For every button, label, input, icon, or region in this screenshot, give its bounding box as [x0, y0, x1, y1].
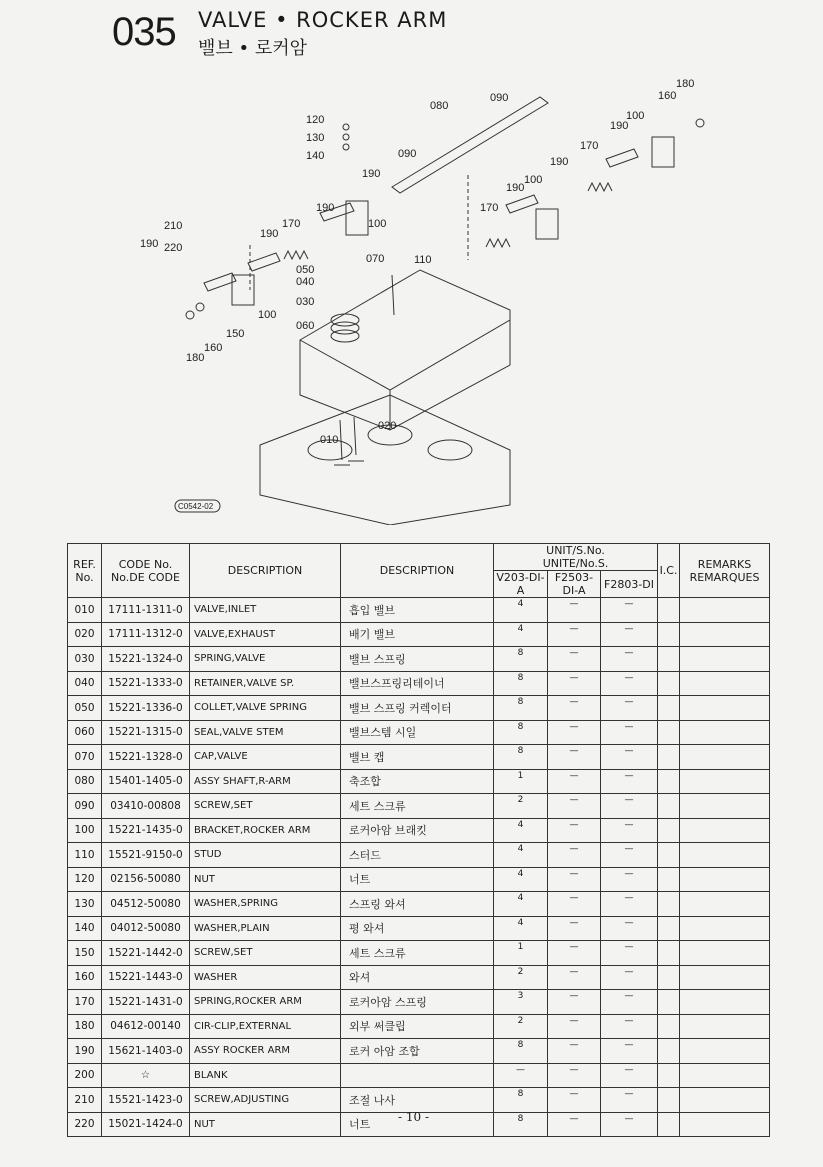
callout: 140: [306, 150, 325, 162]
header-description-en: DESCRIPTION: [190, 544, 341, 598]
table-row: [68, 794, 770, 819]
korean-description-cell: 로커아암 스프링: [341, 990, 494, 1015]
ref-cell: 180: [68, 1014, 102, 1039]
korean-description-cell: 밸브 스프링: [341, 647, 494, 672]
callout: 160: [658, 90, 677, 102]
ic-cell: [658, 843, 680, 868]
ref-cell: 140: [68, 916, 102, 941]
qty-cell-f2803: —: [601, 1014, 658, 1039]
ref-cell: 200: [68, 1063, 102, 1088]
figure-code: C0542-02: [178, 502, 214, 511]
washer-140: [343, 144, 349, 150]
spring-170c: [588, 183, 612, 191]
code-cell: 15521-9150-0: [102, 843, 190, 868]
code-cell: 15221-1435-0: [102, 818, 190, 843]
ref-cell: 090: [68, 794, 102, 819]
callout: 020: [378, 420, 397, 432]
washer-130: [343, 134, 349, 140]
qty-cell-v203: —: [494, 1063, 548, 1088]
code-cell: 15221-1333-0: [102, 671, 190, 696]
qty-cell-f2503: —: [548, 990, 601, 1015]
ref-cell: 100: [68, 818, 102, 843]
qty-cell-f2503: —: [548, 794, 601, 819]
korean-description-cell: 밸브스템 시일: [341, 720, 494, 745]
callout: 060: [296, 320, 315, 332]
qty-cell-f2803: —: [601, 1039, 658, 1064]
korean-description-cell: 축조합: [341, 769, 494, 794]
ref-cell: 120: [68, 867, 102, 892]
ic-cell: [658, 818, 680, 843]
code-cell: 15401-1405-0: [102, 769, 190, 794]
qty-cell-f2803: —: [601, 1088, 658, 1113]
table-row: [68, 745, 770, 770]
callout: 010: [320, 434, 339, 446]
description-cell: NUT: [190, 867, 341, 892]
remarks-cell: [680, 647, 770, 672]
ref-cell: 130: [68, 892, 102, 917]
ic-cell: [658, 598, 680, 623]
ref-cell: 040: [68, 671, 102, 696]
table-row: [68, 769, 770, 794]
header-description-kr: DESCRIPTION: [341, 544, 494, 598]
korean-description-cell: 밸브스프링리테이너: [341, 671, 494, 696]
code-cell: 15221-1324-0: [102, 647, 190, 672]
korean-description-cell: 와셔: [341, 965, 494, 990]
callout: 090: [398, 148, 417, 160]
description-cell: CAP,VALVE: [190, 745, 341, 770]
callout: 080: [430, 100, 449, 112]
description-cell: ASSY SHAFT,R-ARM: [190, 769, 341, 794]
rocker-arm-c: [506, 195, 538, 213]
remarks-cell: [680, 843, 770, 868]
ic-cell: [658, 671, 680, 696]
korean-description-cell: 밸브 스프링 커렉이터: [341, 696, 494, 721]
table-row: [68, 892, 770, 917]
qty-cell-v203: 1: [494, 941, 548, 966]
header-model-2: F2503-DI-A: [548, 571, 601, 598]
ic-cell: [658, 1112, 680, 1137]
remarks-cell: [680, 671, 770, 696]
ic-cell: [658, 916, 680, 941]
qty-cell-f2503: —: [548, 1014, 601, 1039]
qty-cell-f2803: —: [601, 843, 658, 868]
qty-cell-v203: 2: [494, 965, 548, 990]
stud-110: [392, 275, 394, 315]
description-cell: ASSY ROCKER ARM: [190, 1039, 341, 1064]
table-row: [68, 916, 770, 941]
description-cell: RETAINER,VALVE SP.: [190, 671, 341, 696]
ref-cell: 060: [68, 720, 102, 745]
table-row: [68, 867, 770, 892]
ref-cell: 210: [68, 1088, 102, 1113]
qty-cell-f2503: —: [548, 916, 601, 941]
table-row: [68, 1014, 770, 1039]
table-row: [68, 671, 770, 696]
qty-cell-f2503: —: [548, 843, 601, 868]
description-cell: SCREW,ADJUSTING: [190, 1088, 341, 1113]
alignment-line: [250, 175, 468, 290]
header-model-3: F2803-DI: [601, 571, 658, 598]
ref-cell: 170: [68, 990, 102, 1015]
header-remarks: REMARKS REMARQUES: [680, 544, 770, 598]
korean-description-cell: 스터드: [341, 843, 494, 868]
korean-description-cell: 세트 스크류: [341, 941, 494, 966]
callout: 220: [164, 242, 183, 254]
ic-cell: [658, 867, 680, 892]
table-row: [68, 818, 770, 843]
page-title: VALVE • ROCKER ARM: [198, 8, 448, 32]
qty-cell-f2503: —: [548, 720, 601, 745]
qty-cell-v203: 4: [494, 598, 548, 623]
korean-description-cell: [341, 1063, 494, 1088]
callout: 050: [296, 264, 315, 276]
remarks-cell: [680, 941, 770, 966]
description-cell: VALVE,EXHAUST: [190, 622, 341, 647]
ic-cell: [658, 941, 680, 966]
qty-cell-v203: 3: [494, 990, 548, 1015]
remarks-cell: [680, 1088, 770, 1113]
qty-cell-f2803: —: [601, 916, 658, 941]
remarks-cell: [680, 720, 770, 745]
section-number: 035: [112, 10, 176, 54]
qty-cell-v203: 8: [494, 745, 548, 770]
ic-cell: [658, 696, 680, 721]
description-cell: SCREW,SET: [190, 794, 341, 819]
spring-170a: [284, 251, 308, 259]
code-cell: 04512-50080: [102, 892, 190, 917]
qty-cell-f2803: —: [601, 892, 658, 917]
table-row: [68, 622, 770, 647]
qty-cell-v203: 8: [494, 1112, 548, 1137]
table-row: [68, 1063, 770, 1088]
clip-180: [186, 311, 194, 319]
callout: 190: [140, 238, 159, 250]
page-title-korean: 밸브 • 로커암: [198, 38, 308, 59]
remarks-cell: [680, 745, 770, 770]
qty-cell-v203: 8: [494, 1039, 548, 1064]
code-cell: 04612-00140: [102, 1014, 190, 1039]
qty-cell-v203: 4: [494, 916, 548, 941]
qty-cell-f2503: —: [548, 818, 601, 843]
qty-cell-f2503: —: [548, 1039, 601, 1064]
table-row: [68, 720, 770, 745]
ref-cell: 150: [68, 941, 102, 966]
qty-cell-f2503: —: [548, 769, 601, 794]
qty-cell-f2503: —: [548, 598, 601, 623]
ic-cell: [658, 965, 680, 990]
korean-description-cell: 흡입 밸브: [341, 598, 494, 623]
qty-cell-v203: 4: [494, 843, 548, 868]
korean-description-cell: 외부 써클립: [341, 1014, 494, 1039]
code-cell: 15221-1443-0: [102, 965, 190, 990]
callout: 120: [306, 114, 325, 126]
code-cell: 15221-1315-0: [102, 720, 190, 745]
qty-cell-f2503: —: [548, 745, 601, 770]
table-row: [68, 598, 770, 623]
qty-cell-f2803: —: [601, 965, 658, 990]
description-cell: WASHER,SPRING: [190, 892, 341, 917]
code-cell: ☆: [102, 1063, 190, 1088]
table-row: [68, 843, 770, 868]
qty-cell-v203: 4: [494, 622, 548, 647]
description-cell: SCREW,SET: [190, 941, 341, 966]
rocker-arm-b: [248, 253, 280, 271]
qty-cell-f2503: —: [548, 941, 601, 966]
korean-description-cell: 로커아암 브래킷: [341, 818, 494, 843]
qty-cell-f2503: —: [548, 647, 601, 672]
exploded-parts-diagram: [120, 75, 720, 525]
code-cell: 17111-1311-0: [102, 598, 190, 623]
ic-cell: [658, 769, 680, 794]
remarks-cell: [680, 1039, 770, 1064]
ic-cell: [658, 1063, 680, 1088]
ic-cell: [658, 1039, 680, 1064]
qty-cell-f2803: —: [601, 671, 658, 696]
code-cell: 15221-1336-0: [102, 696, 190, 721]
description-cell: BRACKET,ROCKER ARM: [190, 818, 341, 843]
remarks-cell: [680, 769, 770, 794]
qty-cell-f2503: —: [548, 622, 601, 647]
callout: 170: [580, 140, 599, 152]
ic-cell: [658, 647, 680, 672]
ref-cell: 010: [68, 598, 102, 623]
table-row: [68, 941, 770, 966]
callout: 100: [368, 218, 387, 230]
page-number: - 10 -: [398, 1110, 430, 1124]
remarks-cell: [680, 598, 770, 623]
callout: 070: [366, 253, 385, 265]
remarks-cell: [680, 1063, 770, 1088]
description-cell: CIR-CLIP,EXTERNAL: [190, 1014, 341, 1039]
callout: 030: [296, 296, 315, 308]
qty-cell-v203: 8: [494, 647, 548, 672]
callout: 180: [676, 78, 695, 90]
code-cell: 15221-1431-0: [102, 990, 190, 1015]
qty-cell-f2503: —: [548, 671, 601, 696]
callout: 190: [506, 182, 525, 194]
ref-cell: 160: [68, 965, 102, 990]
clip-180b: [696, 119, 704, 127]
callout: 040: [296, 276, 315, 288]
remarks-cell: [680, 1112, 770, 1137]
callout: 090: [490, 92, 509, 104]
qty-cell-v203: 8: [494, 671, 548, 696]
ref-cell: 030: [68, 647, 102, 672]
ic-cell: [658, 794, 680, 819]
code-cell: 03410-00808: [102, 794, 190, 819]
code-cell: 15021-1424-0: [102, 1112, 190, 1137]
table-row: [68, 696, 770, 721]
qty-cell-f2503: —: [548, 1112, 601, 1137]
qty-cell-f2803: —: [601, 1063, 658, 1088]
korean-description-cell: 배기 밸브: [341, 622, 494, 647]
qty-cell-f2503: —: [548, 1088, 601, 1113]
qty-cell-v203: 4: [494, 892, 548, 917]
qty-cell-f2803: —: [601, 720, 658, 745]
description-cell: SPRING,ROCKER ARM: [190, 990, 341, 1015]
rocker-arm-d: [606, 149, 638, 167]
table-row: [68, 1088, 770, 1113]
korean-description-cell: 세트 스크류: [341, 794, 494, 819]
ic-cell: [658, 990, 680, 1015]
qty-cell-f2503: —: [548, 1063, 601, 1088]
header-code: CODE No. No.DE CODE: [102, 544, 190, 598]
callout: 190: [550, 156, 569, 168]
remarks-cell: [680, 990, 770, 1015]
qty-cell-f2803: —: [601, 990, 658, 1015]
description-cell: WASHER,PLAIN: [190, 916, 341, 941]
table-row: [68, 1039, 770, 1064]
callout: 100: [626, 110, 645, 122]
qty-cell-v203: 2: [494, 794, 548, 819]
korean-description-cell: 밸브 캡: [341, 745, 494, 770]
ic-cell: [658, 720, 680, 745]
ref-cell: 190: [68, 1039, 102, 1064]
ref-cell: 080: [68, 769, 102, 794]
engine-block: [260, 395, 510, 525]
qty-cell-f2803: —: [601, 745, 658, 770]
bracket-100b: [536, 209, 558, 239]
rocker-arm-e: [204, 273, 236, 291]
callout: 190: [260, 228, 279, 240]
qty-cell-f2803: —: [601, 696, 658, 721]
code-cell: 15521-1423-0: [102, 1088, 190, 1113]
qty-cell-f2503: —: [548, 965, 601, 990]
qty-cell-f2803: —: [601, 818, 658, 843]
ref-cell: 050: [68, 696, 102, 721]
description-cell: SPRING,VALVE: [190, 647, 341, 672]
qty-cell-f2803: —: [601, 794, 658, 819]
code-cell: 04012-50080: [102, 916, 190, 941]
description-cell: BLANK: [190, 1063, 341, 1088]
callout: 100: [258, 309, 277, 321]
remarks-cell: [680, 1014, 770, 1039]
ic-cell: [658, 622, 680, 647]
callout: 170: [282, 218, 301, 230]
ref-cell: 070: [68, 745, 102, 770]
bracket-100c: [652, 137, 674, 167]
callout: 190: [610, 120, 629, 132]
qty-cell-f2803: —: [601, 647, 658, 672]
spring-170b: [486, 239, 510, 247]
korean-description-cell: 스프링 와셔: [341, 892, 494, 917]
korean-description-cell: 평 와셔: [341, 916, 494, 941]
qty-cell-v203: 8: [494, 1088, 548, 1113]
table-row: [68, 647, 770, 672]
remarks-cell: [680, 965, 770, 990]
callout: 190: [362, 168, 381, 180]
bracket-100a: [346, 201, 368, 235]
qty-cell-f2803: —: [601, 622, 658, 647]
qty-cell-v203: 8: [494, 696, 548, 721]
callout: 130: [306, 132, 325, 144]
cylinder-head: [300, 270, 510, 430]
korean-description-cell: 너트: [341, 867, 494, 892]
table-row: [68, 965, 770, 990]
qty-cell-v203: 8: [494, 720, 548, 745]
ref-cell: 220: [68, 1112, 102, 1137]
description-cell: NUT: [190, 1112, 341, 1137]
table-row: [68, 990, 770, 1015]
qty-cell-f2503: —: [548, 696, 601, 721]
callout: 100: [524, 174, 543, 186]
callout: 190: [316, 202, 335, 214]
callout: 170: [480, 202, 499, 214]
description-cell: COLLET,VALVE SPRING: [190, 696, 341, 721]
description-cell: VALVE,INLET: [190, 598, 341, 623]
description-cell: WASHER: [190, 965, 341, 990]
ref-cell: 110: [68, 843, 102, 868]
ic-cell: [658, 1014, 680, 1039]
callout: 110: [414, 254, 432, 266]
ic-cell: [658, 1088, 680, 1113]
remarks-cell: [680, 818, 770, 843]
qty-cell-v203: 4: [494, 867, 548, 892]
qty-cell-v203: 2: [494, 1014, 548, 1039]
code-cell: 02156-50080: [102, 867, 190, 892]
description-cell: STUD: [190, 843, 341, 868]
qty-cell-f2803: —: [601, 867, 658, 892]
nut-120: [343, 124, 349, 130]
header-unit: UNIT/S.No. UNITE/No.S.: [494, 544, 658, 571]
qty-cell-f2803: —: [601, 598, 658, 623]
remarks-cell: [680, 892, 770, 917]
code-cell: 15221-1328-0: [102, 745, 190, 770]
washer-160: [196, 303, 204, 311]
callout: 150: [226, 328, 245, 340]
code-cell: 15621-1403-0: [102, 1039, 190, 1064]
qty-cell-f2503: —: [548, 892, 601, 917]
ref-cell: 020: [68, 622, 102, 647]
korean-description-cell: 로커 아암 조합: [341, 1039, 494, 1064]
callout: 160: [204, 342, 223, 354]
remarks-cell: [680, 794, 770, 819]
qty-cell-v203: 1: [494, 769, 548, 794]
header-ic: I.C.: [658, 544, 680, 598]
qty-cell-f2803: —: [601, 1112, 658, 1137]
header-model-1: V203-DI-A: [494, 571, 548, 598]
callout: 180: [186, 352, 205, 364]
qty-cell-f2803: —: [601, 769, 658, 794]
description-cell: SEAL,VALVE STEM: [190, 720, 341, 745]
korean-description-cell: 너트: [341, 1112, 494, 1137]
remarks-cell: [680, 867, 770, 892]
korean-description-cell: 조절 나사: [341, 1088, 494, 1113]
remarks-cell: [680, 622, 770, 647]
parts-table: [67, 543, 770, 1137]
qty-cell-v203: 4: [494, 818, 548, 843]
remarks-cell: [680, 916, 770, 941]
code-cell: 15221-1442-0: [102, 941, 190, 966]
qty-cell-f2803: —: [601, 941, 658, 966]
header-ref: REF. No.: [68, 544, 102, 598]
remarks-cell: [680, 696, 770, 721]
qty-cell-f2503: —: [548, 867, 601, 892]
callout: 210: [164, 220, 183, 232]
code-cell: 17111-1312-0: [102, 622, 190, 647]
ic-cell: [658, 892, 680, 917]
ic-cell: [658, 745, 680, 770]
